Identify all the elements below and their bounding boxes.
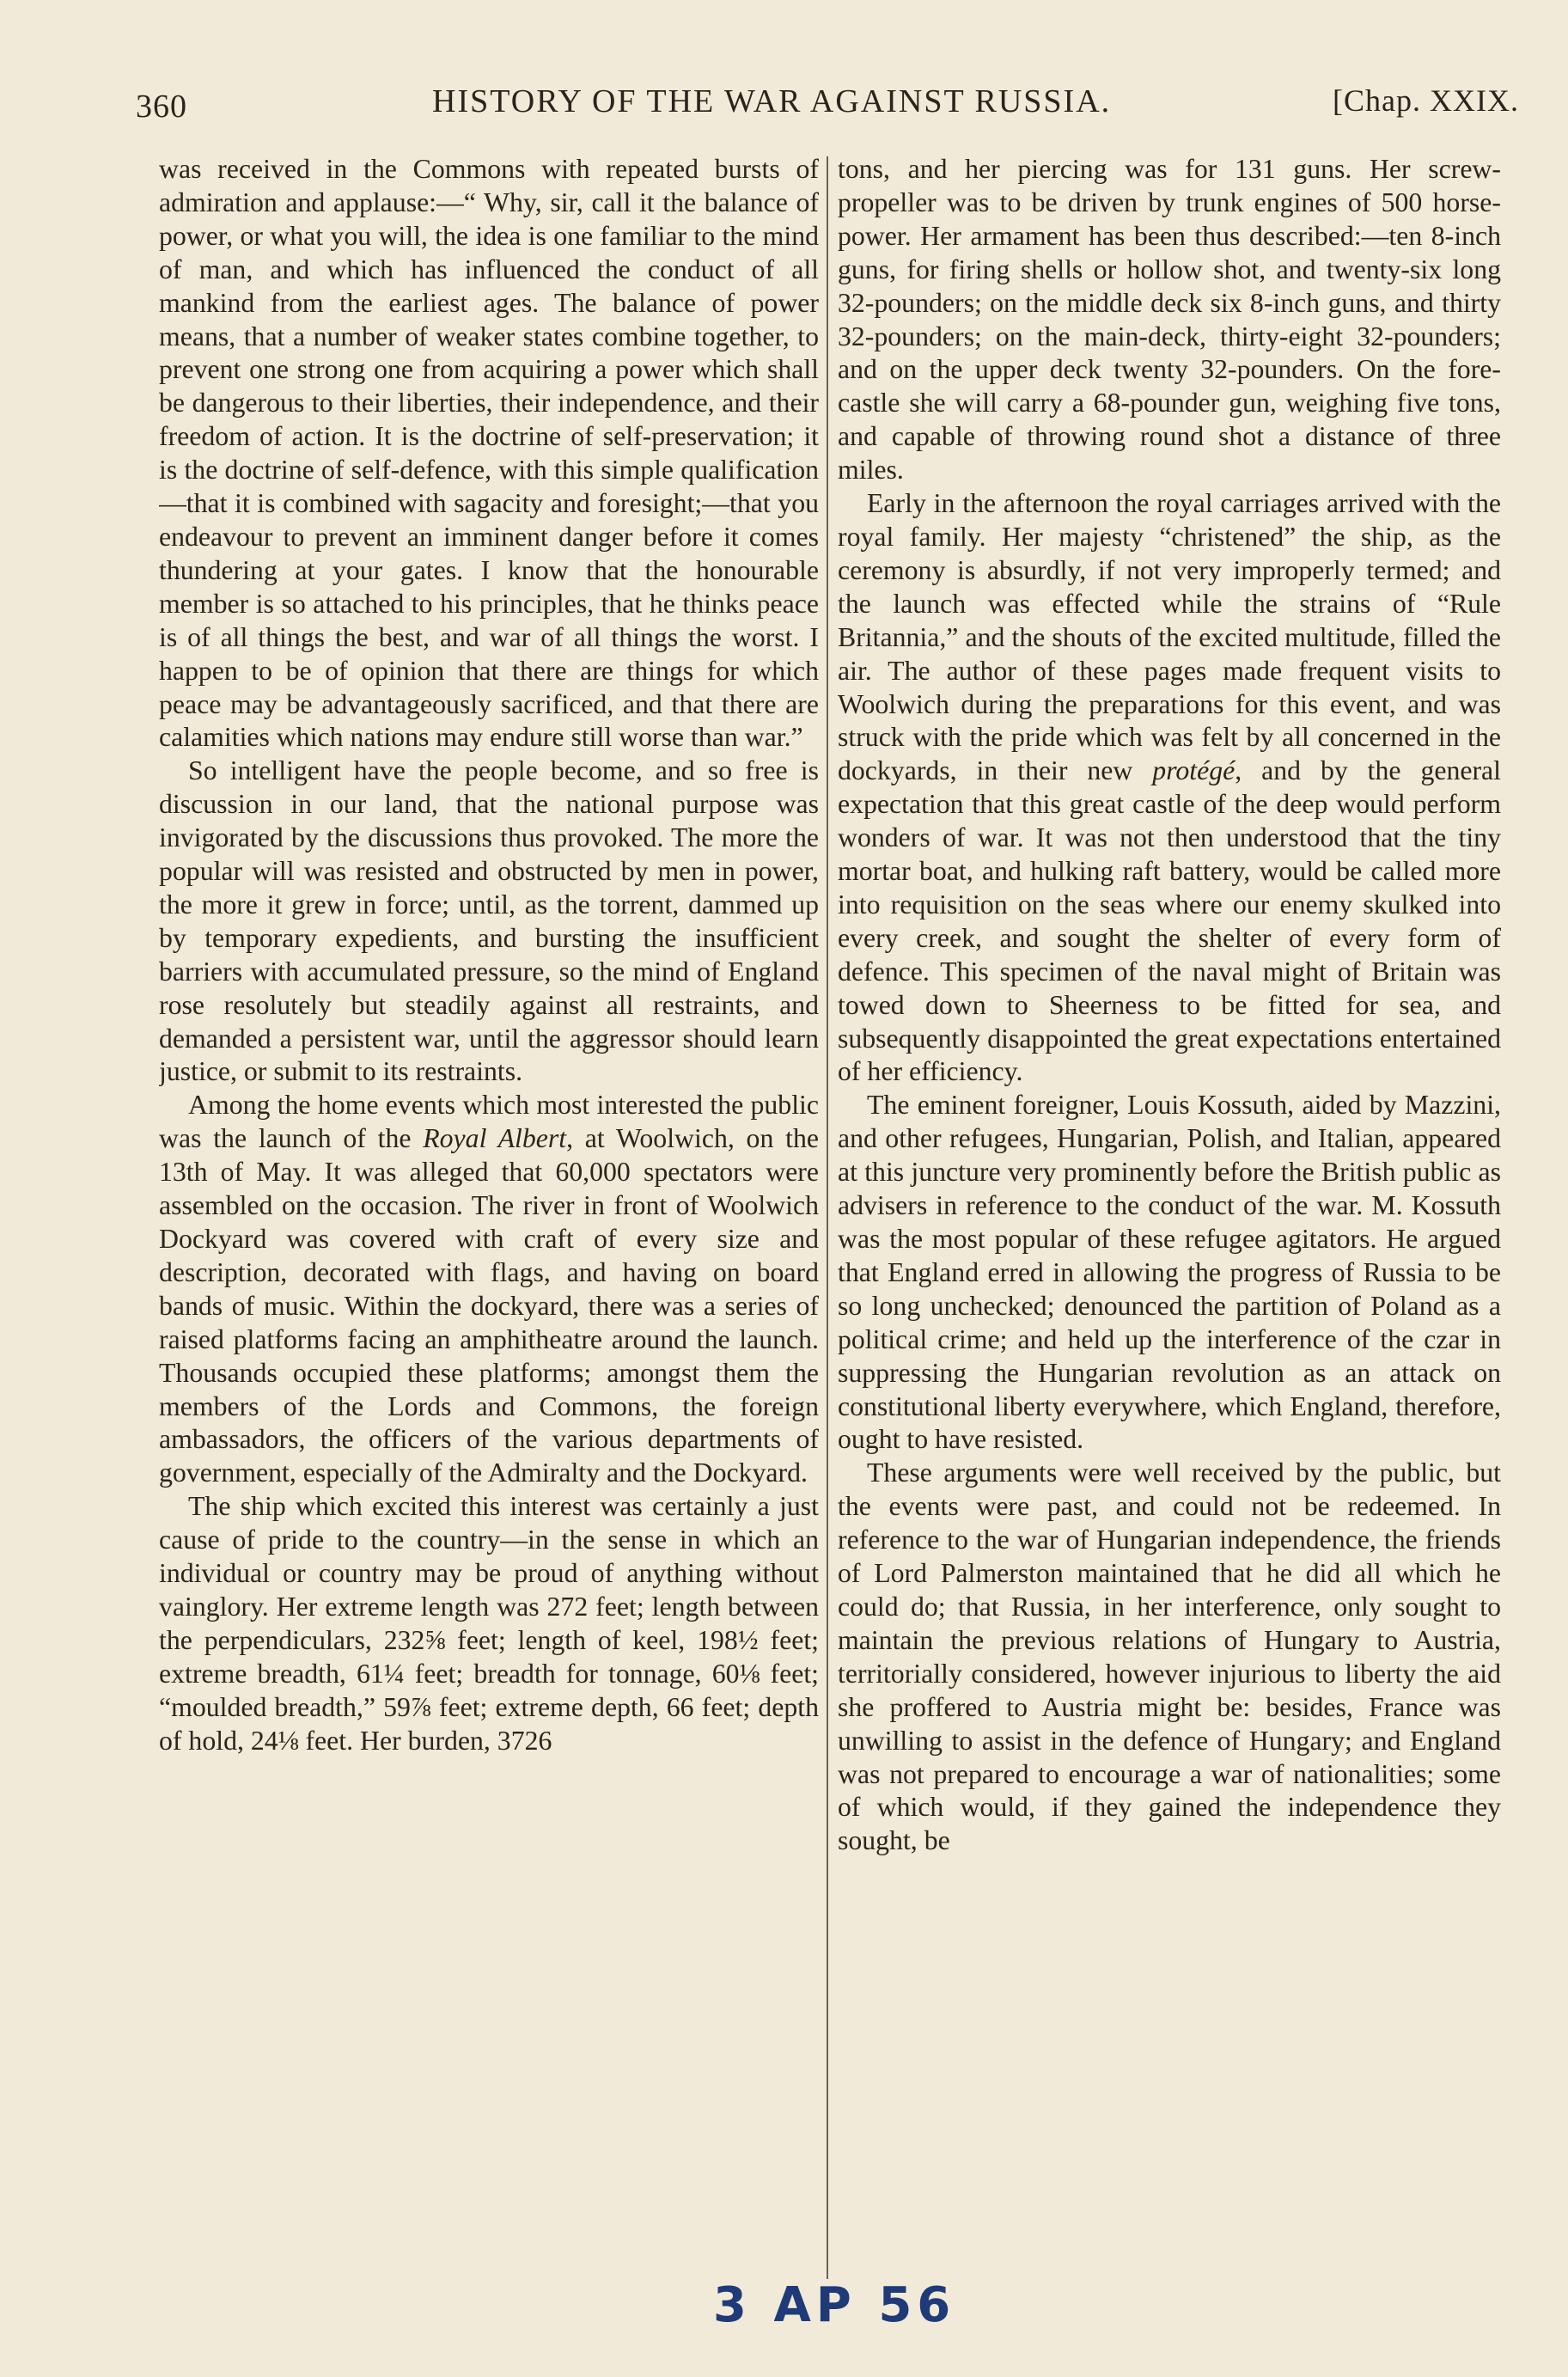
- running-title: HISTORY OF THE WAR AGAINST RUSSIA.: [432, 83, 1112, 119]
- page-header: [136, 81, 1519, 132]
- italic-word: protégé: [1152, 755, 1235, 786]
- library-date-stamp: 3 AP 56: [713, 2277, 956, 2333]
- page-number: 360: [136, 89, 187, 125]
- text-run: Early in the afternoon the royal carriages arrived with the royal family. Her majesty “christened” the ship, as the ceremony is absurdly, if not very improperly termed; and the launch was effected while the strains of “Rule Britannia,” and the shouts of the excited multitude, filled the air. The author of these pages made frequent visits to Woolwich during the preparations for this event, and was struck with the pride which was felt by all concerned in the dockyards, in their new: [838, 488, 1501, 786]
- paragraph: So intelligent have the people become, and so free is discussion in our land, that the national purpose was invigorated by the discussions thus provoked. The more the popular will was resisted and obstructed by men in power, the more it grew in force; until, as the torrent, dammed up by temporary expedients, and bursting the insufficient barriers with accumulated pressure, so the mind of England rose resolutely but steadily against all restraints, and demanded a persistent war, until the aggressor should learn justice, or submit to its restraints.: [159, 755, 819, 1087]
- ship-name: Royal Albert: [423, 1123, 567, 1154]
- paragraph: was received in the Commons with repeated bursts of admiration and applause:—“ Why, sir, call it the balance of power, or what you will, the idea is one familiar to the mind of man, and which has influenced the conduct of all mankind from the earliest ages. The balance of power means, that a number of weaker states combine together, to prevent one strong one from acquiring a power which shall be dangerous to their liberties, their independence, and their freedom of action. It is the doctrine of self-preservation; it is the doctrine of self-defence, with this simple qualification—that it is combined with sagacity and foresight;—that you endeavour to prevent an imminent danger before it comes thundering at your gates. I know that the honourable member is so attached to his principles, that he thinks peace is of all things the best, and war of all things the worst. I happen to be of opinion that there are things for which peace may be advantageously sacrificed, and that there are calamities which nations may endure still worse than war.”: [159, 154, 819, 753]
- right-column: [838, 153, 1501, 2276]
- paragraph: [159, 1089, 819, 1490]
- text-run: , and by the general expectation that this great castle of the deep would perform wonders of war. It was not then understood that the tiny mortar boat, and hulking raft battery, would be called more into requisition on the seas where our enemy skulked into every creek, and sought the shelter of every form of defence. This specimen of the naval might of Britain was towed down to Sheerness to be fitted for sea, and subsequently disappointed the great expectations entertained of her efficiency.: [838, 755, 1501, 1087]
- text-run: Among the home events which most interested the public was the launch of the: [159, 1090, 819, 1154]
- paragraph: [838, 487, 1501, 1089]
- chapter-label: [Chap. XXIX.: [1333, 83, 1519, 118]
- paragraph: The eminent foreigner, Louis Kossuth, aided by Mazzini, and other refugees, Hungarian, Polish, and Italian, appeared at this juncture very prominently before the British public as advisers in reference to the conduct of the war. M. Kossuth was the most popular of these refugee agitators. He argued that England erred in allowing the progress of Russia to be so long unchecked; denounced the partition of Poland as a political crime; and held up the interference of the czar in suppressing the Hungarian revolution as an attack on constitutional liberty everywhere, which England, therefore, ought to have resisted.: [838, 1090, 1501, 1455]
- text-run: , at Woolwich, on the 13th of May. It was alleged that 60,000 spectators were assembled on the occasion. The river in front of Woolwich Dockyard was covered with craft of every size and description, decorated with flags, and having on board bands of music. Within the dockyard, there was a series of raised platforms facing an amphitheatre around the launch. Thousands occupied these platforms; amongst them the members of the Lords and Commons, the foreign ambassadors, the officers of the various departments of government, especially of the Admiralty and the Dockyard.: [159, 1123, 819, 1488]
- paragraph: These arguments were well received by the public, but the events were past, and could not be redeemed. In reference to the war of Hungarian independence, the friends of Lord Palmerston maintained that he did all which he could do; that Russia, in her interference, only sought to maintain the previous relations of Hungary to Austria, territorially considered, however injurious to liberty the aid she proffered to Austria might be: besides, France was unwilling to assist in the defence of Hungary; and England was not prepared to encourage a war of nationalities; some of which would, if they gained the independence they sought, be: [838, 1457, 1501, 1856]
- paragraph: The ship which excited this interest was certainly a just cause of pride to the country—in the sense in which an individual or country may be proud of anything without vainglory. Her extreme length was 272 feet; length between the perpendiculars, 232⅝ feet; length of keel, 198½ feet; extreme breadth, 61¼ feet; breadth for tonnage, 60⅛ feet; “moulded breadth,” 59⅞ feet; extreme depth, 66 feet; depth of hold, 24⅛ feet. Her burden, 3726: [159, 1491, 819, 1756]
- column-divider: [827, 156, 828, 2279]
- paragraph: tons, and her piercing was for 131 guns. Her screw-propeller was to be driven by trunk engines of 500 horse-power. Her armament has been thus described:—ten 8-inch guns, for firing shells or hollow shot, and twenty-six long 32-pounders; on the middle deck six 8-inch guns, and thirty 32-pounders; on the main-deck, thirty-eight 32-pounders; and on the upper deck twenty 32-pounders. On the fore-castle she will carry a 68-pounder gun, weighing five tons, and capable of throwing round shot a distance of three miles.: [838, 154, 1501, 486]
- left-column: [159, 153, 819, 2276]
